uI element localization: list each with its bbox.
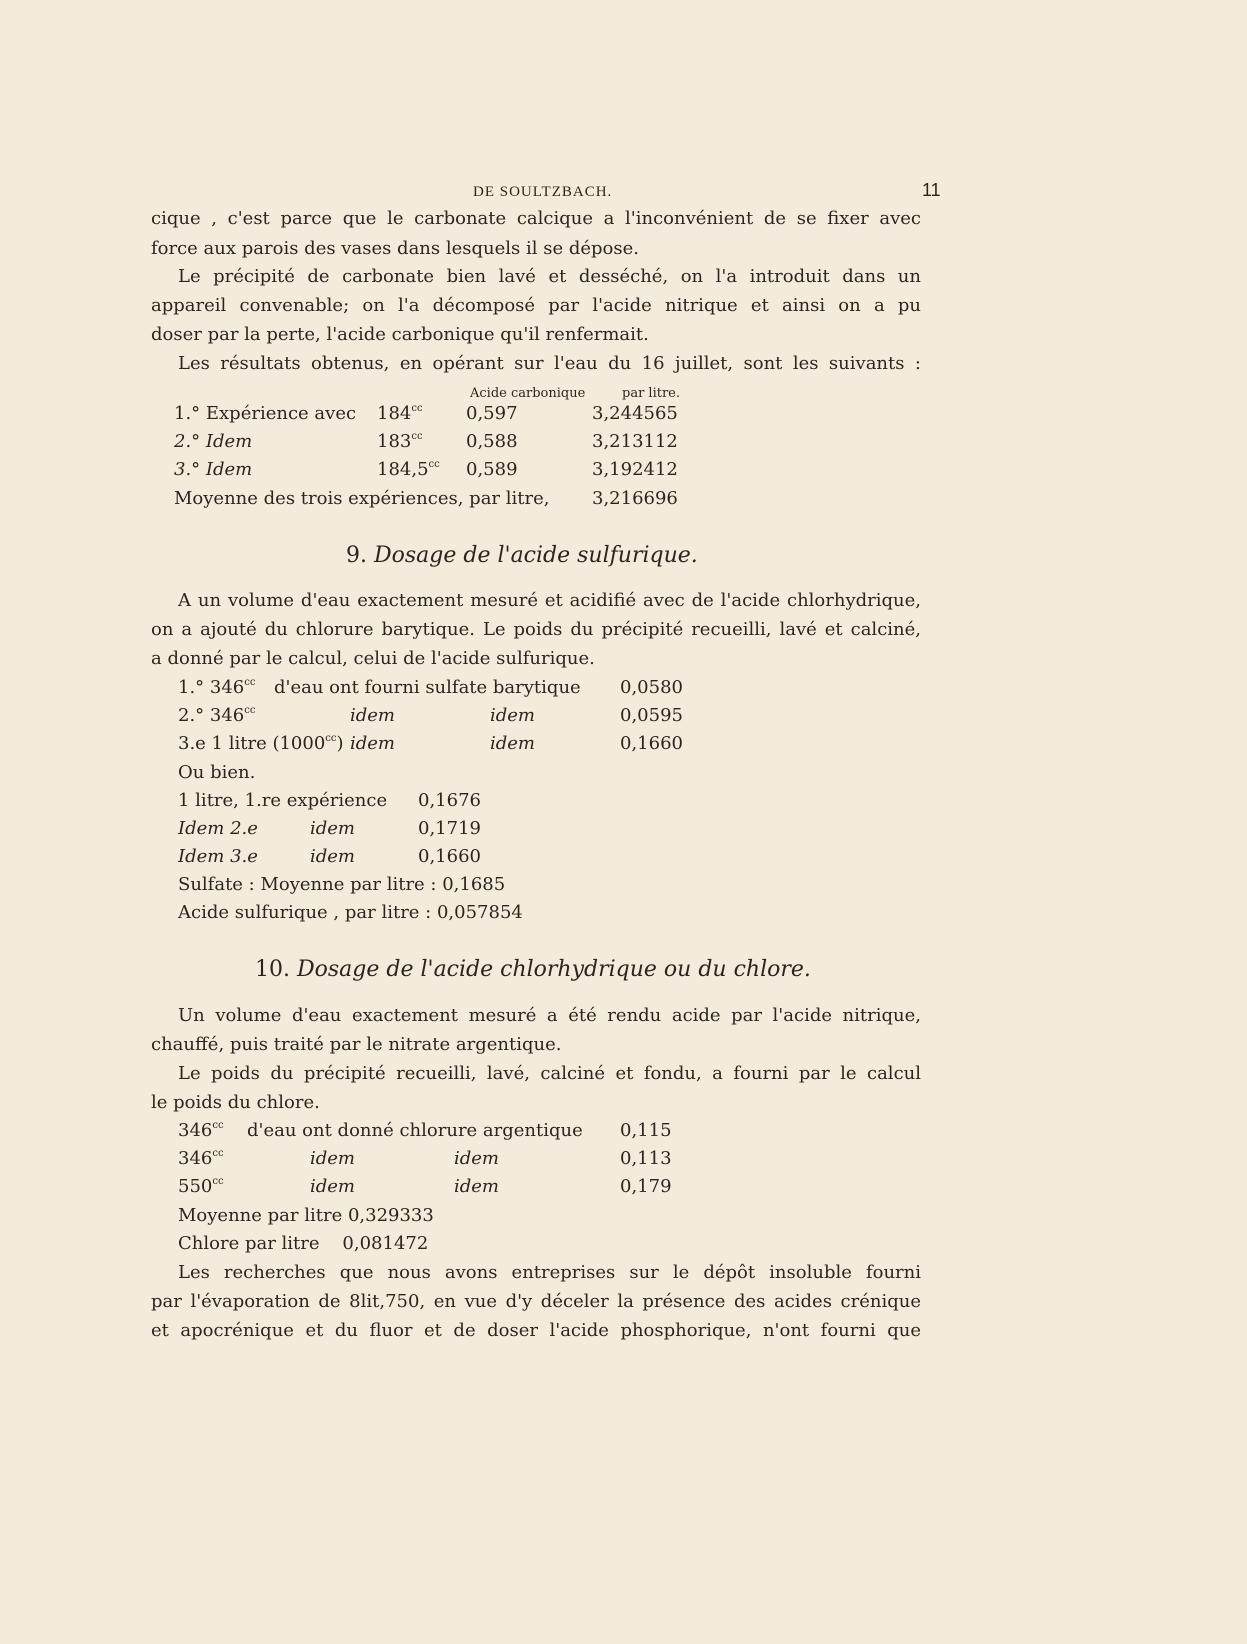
row-label: 1 litre, 1.re expérience [178,790,388,811]
row-text: idem [310,846,355,867]
row-label: 2.° $346^{cc}$ [178,705,256,726]
text-line: Le poids du précipité recueilli, lavé, calciné et fondu, a fourni par le calcul [178,1063,921,1084]
text-line: appareil convenable; on l'a décomposé par l'acide nitrique et ainsi on a pu [151,295,921,316]
average-value: 3,216696 [592,488,678,509]
section-heading: 10. Dosage de l'acide chlorhydrique ou du chlore. [255,957,811,982]
text-line: Acide sulfurique , par litre : 0,057854 [178,902,523,923]
text-line: on a ajouté du chlorure barytique. Le poids du précipité recueilli, lavé et calciné, [151,619,921,640]
value-cell: 0,1660 [418,846,481,867]
text-line: et apocrénique et du fluor et de doser l'acide phosphorique, n'ont fourni que [151,1320,921,1341]
row-text: idem [454,1148,499,1169]
row-text: idem [350,733,395,754]
row-text: d'eau ont fourni sulfate barytique [274,677,581,698]
volume-cell: 184,5$^{cc}$ [377,459,440,480]
value-cell: 0,588 [466,431,518,452]
text-line: Sulfate : Moyenne par litre : 0,1685 [178,874,506,895]
row-text: idem [490,705,535,726]
text-line: Ou bien. [178,762,256,783]
row-label: $550^{cc}$ [178,1176,224,1197]
row-text: idem [454,1176,499,1197]
column-header: Acide carbonique [470,386,586,401]
row-text: idem [350,705,395,726]
text-line: Un volume d'eau exactement mesuré a été rendu acide par l'acide nitrique, [178,1005,921,1026]
value-cell: 0,597 [466,403,518,424]
value-cell: 0,1676 [418,790,481,811]
row-text: d'eau ont donné chlorure argentique [247,1120,583,1141]
row-label: Idem 3.e [178,846,258,867]
text-line: doser par la perte, l'acide carbonique qu'il renfermait. [151,324,649,345]
text-line: chauffé, puis traité par le nitrate argentique. [151,1034,562,1055]
value-cell: 0,115 [620,1120,672,1141]
per-litre-cell: 3,213112 [592,431,678,452]
value-cell: 0,1660 [620,733,683,754]
row-label: 3.° Idem [174,459,253,480]
text-line: Moyenne par litre 0,329333 [178,1205,434,1226]
row-label: Idem 2.e [178,818,258,839]
text-line: Chlore par litre 0,081472 [178,1233,429,1254]
value-cell: 0,113 [620,1148,672,1169]
average-label: Moyenne des trois expériences, par litre, [174,488,550,509]
per-litre-cell: 3,244565 [592,403,678,424]
row-text: idem [310,1176,355,1197]
row-label: 1.° $346^{cc}$ [178,677,256,698]
text-line: le poids du chlore. [151,1092,320,1113]
row-text: idem [310,1148,355,1169]
value-cell: 0,179 [620,1176,672,1197]
volume-cell: $183^{cc}$ [377,431,423,452]
volume-cell: $184^{cc}$ [377,403,423,424]
page-number: 11 [922,180,941,200]
row-text: idem [490,733,535,754]
column-header: par litre. [622,386,680,401]
text-line: cique , c'est parce que le carbonate calcique a l'inconvénient de se fixer avec [151,208,921,229]
text-line: a donné par le calcul, celui de l'acide sulfurique. [151,648,595,669]
value-cell: 0,0580 [620,677,683,698]
value-cell: 0,0595 [620,705,683,726]
text-line: Le précipité de carbonate bien lavé et desséché, on l'a introduit dans un [178,266,921,287]
row-label: 1.° Expérience avec [174,403,357,424]
per-litre-cell: 3,192412 [592,459,678,480]
section-heading: 9. Dosage de l'acide sulfurique. [346,543,698,568]
value-cell: 0,589 [466,459,518,480]
row-label: 2.° Idem [174,431,253,452]
text-line: Les recherches que nous avons entreprises sur le dépôt insoluble fourni [178,1262,921,1283]
row-label: $346^{cc}$ [178,1120,224,1141]
text-line: force aux parois des vases dans lesquels il se dépose. [151,238,639,259]
text-line: par l'évaporation de 8lit,750, en vue d'y déceler la présence des acides crénique [151,1291,921,1312]
value-cell: 0,1719 [418,818,481,839]
row-label: $346^{cc}$ [178,1148,224,1169]
text-line: A un volume d'eau exactement mesuré et acidifié avec de l'acide chlorhydrique, [178,590,921,611]
running-header: DE SOULTZBACH. [473,184,613,200]
text-line: Les résultats obtenus, en opérant sur l'eau du 16 juillet, sont les suivants : [178,353,921,374]
row-text: idem [310,818,355,839]
row-label: 3.e 1 litre $(1000^{cc})$ [178,733,344,754]
